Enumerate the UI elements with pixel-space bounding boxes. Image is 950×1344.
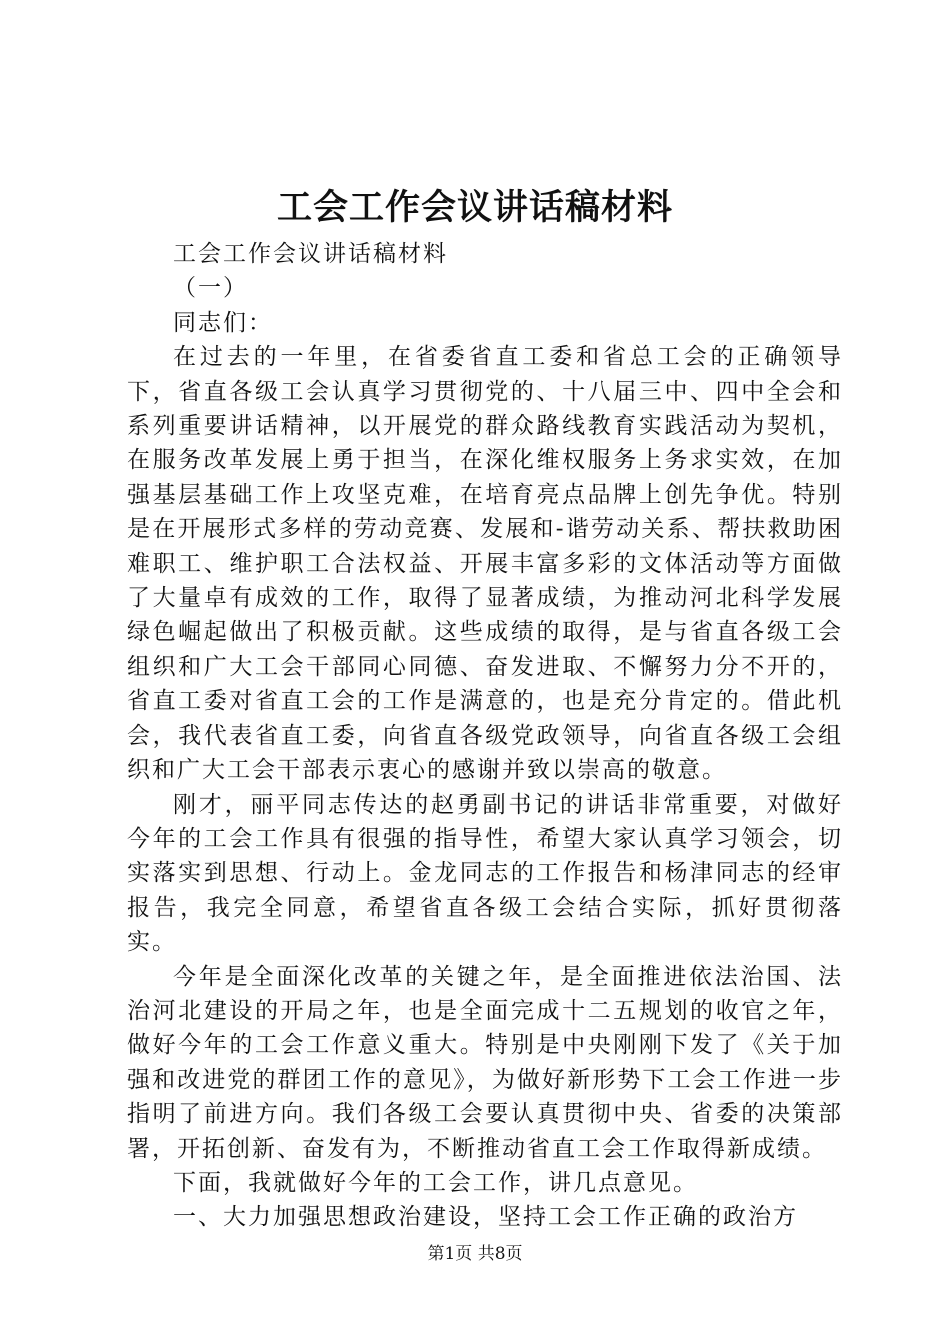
body-paragraph: 刚才，丽平同志传达的赵勇副书记的讲话非常重要，对做好今年的工会工作具有很强的指导性，希望大家认真学习领会，切实落实到思想、行动上。金龙同志的工作报告和杨津同志的经审报告，我完全同意，希望省直各级工会结合实际，抓好贯彻落实。 — [127, 791, 843, 956]
section-heading-paragraph: 一、大力加强思想政治建设，坚持工会工作正确的政治方 — [173, 1204, 798, 1231]
body-paragraph: 在过去的一年里，在省委省直工委和省总工会的正确领导下，省直各级工会认真学习贯彻党的、十八届三中、四中全会和系列重要讲话精神，以开展党的群众路线教育实践活动为契机，在服务改革发展上勇于担当，在深化维权服务上务求实效，在加强基层基础工作上攻坚克难，在培育亮点品牌上创先争优。特别是在开展形式多样的劳动竞赛、发展和-谐劳动关系、帮扶救助困难职工、维护职工合法权益、开展丰富多彩的文体活动等方面做了大量卓有成效的工作，取得了显著成绩，为推动河北科学发展绿色崛起做出了积极贡献。这些成绩的取得，是与省直各级工会组织和广大工会干部同心同德、奋发进取、不懈努力分不开的，省直工委对省直工会的工作是满意的，也是充分肯定的。借此机会，我代表省直工委，向省直各级党政领导，向省直各级工会组织和广大工会干部表示衷心的感谢并致以崇高的敬意。 — [127, 344, 843, 784]
salutation-paragraph: 同志们： — [173, 309, 273, 336]
section-number-paragraph: （一） — [173, 275, 248, 302]
document-body — [127, 237, 843, 1235]
body-paragraph: 今年是全面深化改革的关键之年，是全面推进依法治国、法治河北建设的开局之年，也是全面完成十二五规划的收官之年，做好今年的工会工作意义重大。特别是中央刚刚下发了《关于加强和改进党的群团工作的意见》，为做好新形势下工会工作进一步指明了前进方向。我们各级工会要认真贯彻中央、省委的决策部署，开拓创新、奋发有为，不断推动省直工会工作取得新成绩。 — [127, 963, 843, 1162]
subtitle-paragraph: 工会工作会议讲话稿材料 — [173, 241, 448, 267]
body-paragraph: 下面，我就做好今年的工会工作，讲几点意见。 — [173, 1169, 698, 1196]
page-footer: 第1页 共8页 — [427, 1244, 523, 1264]
document-title: 工会工作会议讲话稿材料 — [276, 187, 673, 228]
